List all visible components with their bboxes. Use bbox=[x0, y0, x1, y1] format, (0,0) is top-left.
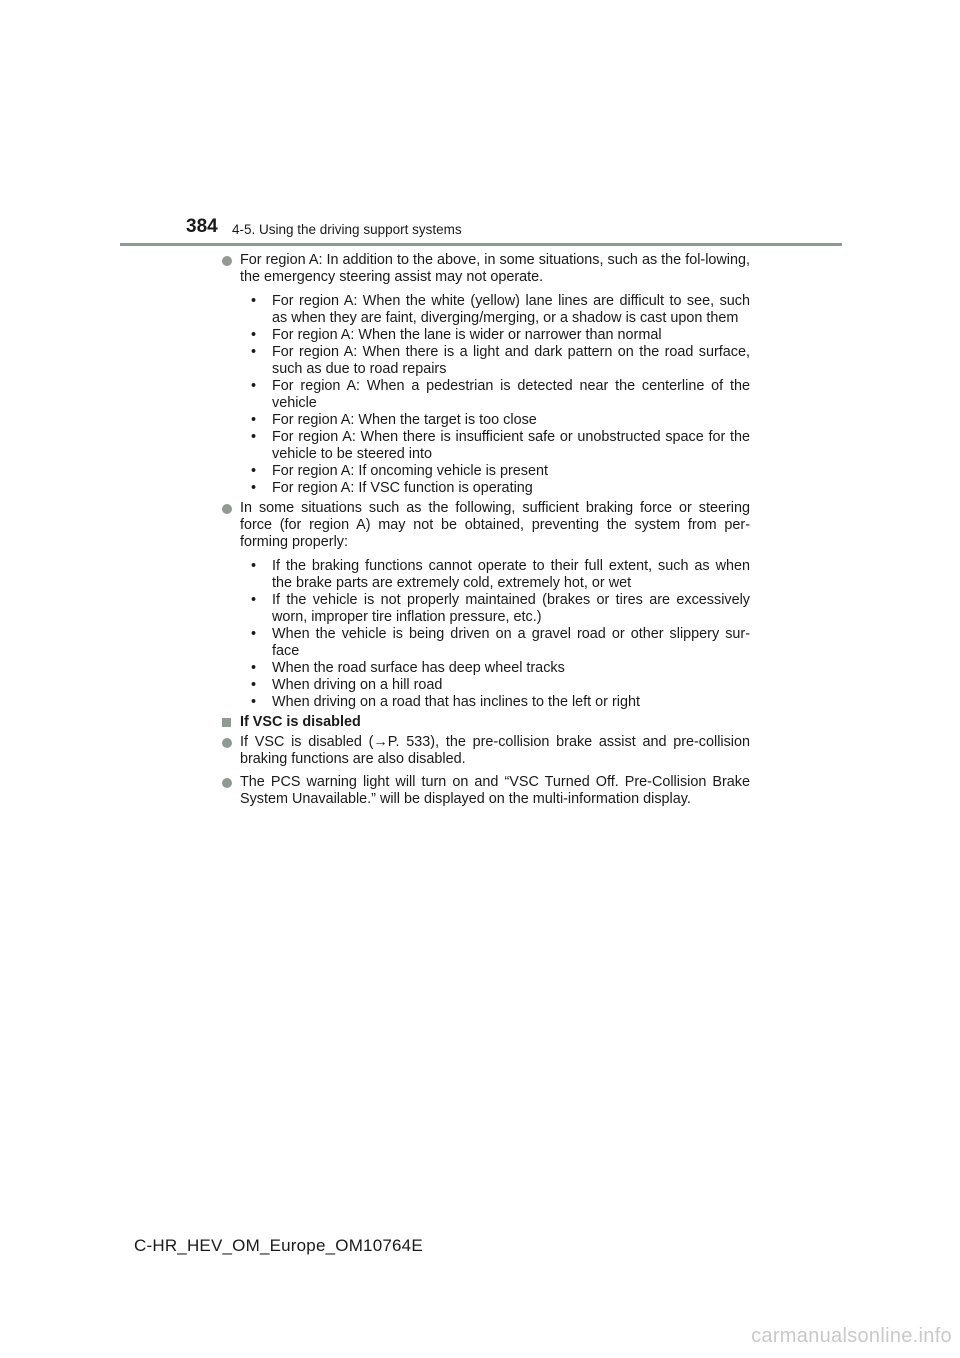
square-bullet-icon bbox=[222, 718, 231, 727]
sub-list-braking-conditions bbox=[222, 558, 750, 711]
document-code: C-HR_HEV_OM_Europe_OM10764E bbox=[134, 1236, 423, 1255]
page-number: 384 bbox=[186, 216, 218, 237]
list-item: • For region A: When the white (yellow) lane lines are difficult to see, such as when they are faint, diverging/merging, or a shadow is cast upon them bbox=[251, 293, 750, 326]
bullet-dot-icon bbox=[222, 778, 232, 788]
bullet-text: In some situations such as the following, sufficient braking force or steering force (for region A) may not be obtained, preventing the system from per-forming properly: bbox=[240, 500, 750, 550]
sub-list-steering-conditions bbox=[222, 293, 750, 497]
bullet-dot-icon bbox=[222, 738, 232, 748]
bullet-braking-force bbox=[222, 500, 750, 551]
header-divider bbox=[120, 243, 842, 246]
section-title: 4-5. Using the driving support systems bbox=[232, 222, 462, 237]
list-item: • For region A: If VSC function is operating bbox=[251, 480, 533, 496]
list-item: • When driving on a hill road bbox=[251, 677, 443, 693]
list-item: • When driving on a road that has inclines to the left or right bbox=[251, 694, 640, 710]
section-heading-vsc: If VSC is disabled bbox=[222, 714, 750, 731]
list-item: • When the vehicle is being driven on a gravel road or other slippery sur-face bbox=[251, 626, 750, 659]
list-item: • When the road surface has deep wheel tracks bbox=[251, 660, 565, 676]
bullet-dot-icon bbox=[222, 256, 232, 266]
list-item: • If the braking functions cannot operate to their full extent, such as when the brake parts are extremely cold, extremely hot, or wet bbox=[251, 558, 750, 591]
list-item: • For region A: When the lane is wider or narrower than normal bbox=[251, 327, 662, 343]
bullet-text: If VSC is disabled (→P. 533), the pre-collision brake assist and pre-collision braking functions are also disabled. bbox=[240, 734, 750, 767]
bullet-vsc-disabled bbox=[222, 734, 750, 768]
watermark: carmanualsonline.info bbox=[751, 1325, 952, 1347]
page-content bbox=[222, 252, 750, 808]
list-item: • For region A: When there is a light and dark pattern on the road surface, such as due to road repairs bbox=[251, 344, 750, 377]
bullet-pcs-warning-light bbox=[222, 774, 750, 808]
list-item: • If the vehicle is not properly maintained (brakes or tires are excessively worn, improper tire inflation pressure, etc.) bbox=[251, 592, 750, 625]
list-item: • For region A: When a pedestrian is detected near the centerline of the vehicle bbox=[251, 378, 750, 411]
bullet-dot-icon bbox=[222, 504, 232, 514]
list-item: • For region A: If oncoming vehicle is present bbox=[251, 463, 548, 479]
bullet-text: For region A: In addition to the above, in some situations, such as the fol-lowing, the emergency steering assist may not operate. bbox=[240, 252, 750, 285]
bullet-region-a-steering bbox=[222, 252, 750, 286]
list-item: • For region A: When there is insufficient safe or unobstructed space for the vehicle to be steered into bbox=[251, 429, 750, 462]
list-item: • For region A: When the target is too close bbox=[251, 412, 537, 428]
bullet-text: The PCS warning light will turn on and “VSC Turned Off. Pre-Collision Brake System Unavailable.” will be displayed on the multi-information display. bbox=[240, 774, 750, 807]
